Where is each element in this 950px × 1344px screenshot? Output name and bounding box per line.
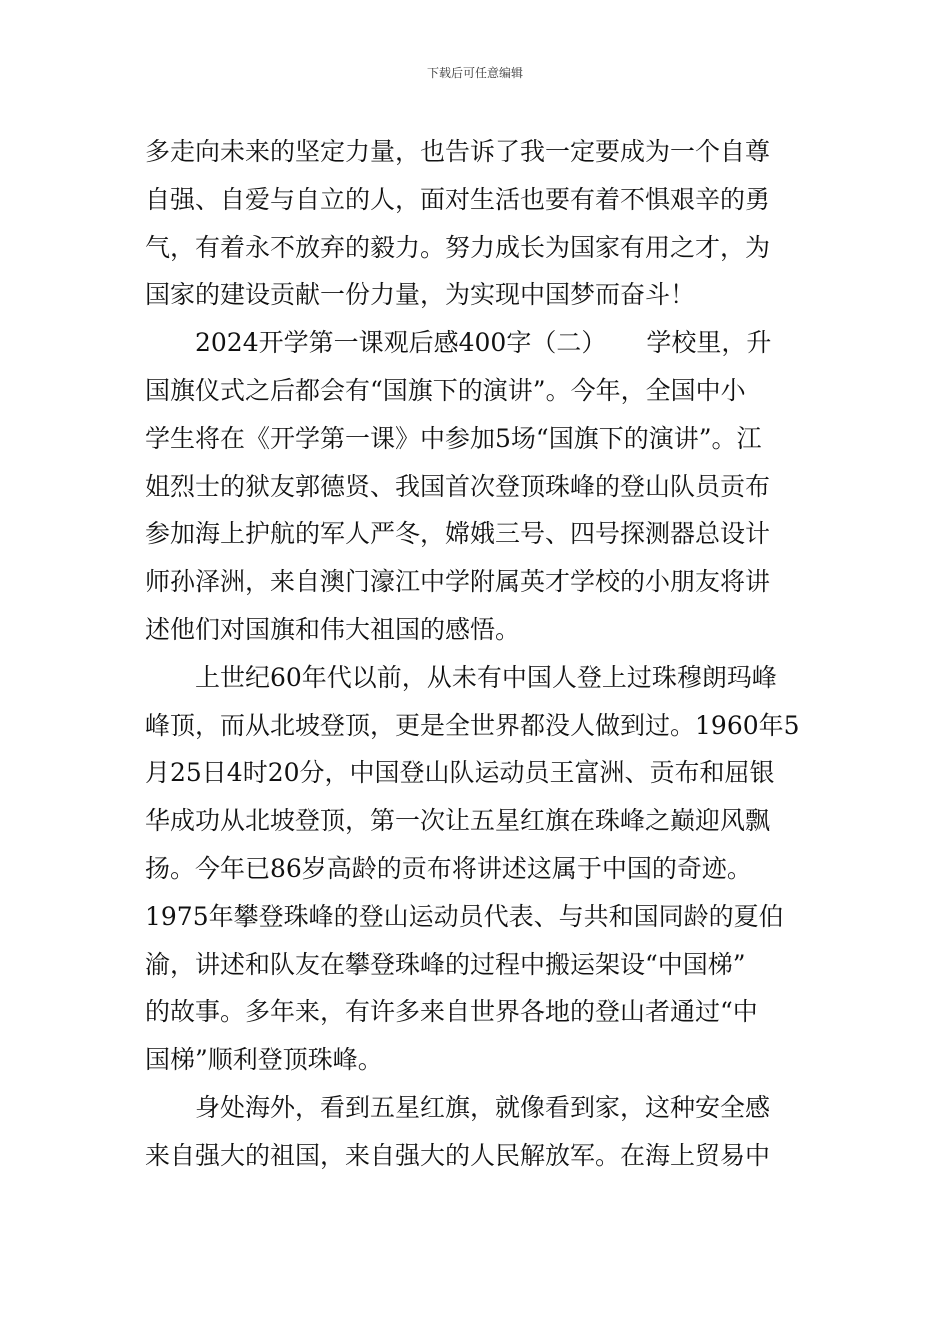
text-line: 参加海上护航的军人严冬，嫦娥三号、四号探测器总设计 xyxy=(145,519,771,549)
page-header: 下载后可任意编辑 xyxy=(426,66,523,80)
text-line: 月25日4时20分，中国登山队运动员王富洲、贡布和屈银 xyxy=(145,758,775,788)
text-line: 上世纪60年代以前，从未有中国人登上过珠穆朗玛峰 xyxy=(145,662,777,692)
text-line: 来自强大的祖国，来自强大的人民解放军。在海上贸易中 xyxy=(145,1140,771,1170)
text-line: 国梯”顺利登顶珠峰。 xyxy=(145,1045,383,1075)
text-line: 国旗仪式之后都会有“国旗下的演讲”。今年，全国中小 xyxy=(145,375,746,405)
text-line: 国家的建设贡献一份力量，为实现中国梦而奋斗！ xyxy=(145,280,696,310)
text-line: 多走向未来的坚定力量，也告诉了我一定要成为一个自尊 xyxy=(145,137,771,166)
text-line: 身处海外，看到五星红旗，就像看到家，这种安全感 xyxy=(145,1092,771,1122)
section-title: 2024开学第一课观后感400字（二） xyxy=(145,328,607,358)
text-line: 渝，讲述和队友在攀登珠峰的过程中搬运架设“中国梯” xyxy=(145,949,746,979)
section-title-line xyxy=(145,319,810,367)
text-line: 述他们对国旗和伟大祖国的感悟。 xyxy=(145,614,521,644)
text-line: 扬。今年已86岁高龄的贡布将讲述这属于中国的奇迹。 xyxy=(145,853,752,883)
text-line: 学生将在《开学第一课》中参加5场“国旗下的演讲”。江 xyxy=(145,423,762,453)
text-line: 1975年攀登珠峰的登山运动员代表、与共和国同龄的夏伯 xyxy=(145,901,784,931)
text-line: 峰顶，而从北坡登顶，更是全世界都没人做到过。1960年5 xyxy=(145,710,800,740)
paragraph-start: 学校里，升 xyxy=(646,328,772,358)
text-line: 姐烈士的狱友郭德贤、我国首次登顶珠峰的登山队员贡布 xyxy=(145,471,771,501)
text-line: 师孙泽洲，来自澳门濠江中学附属英才学校的小朋友将讲 xyxy=(145,567,771,597)
text-line: 自强、自爱与自立的人，面对生活也要有着不惧艰辛的勇 xyxy=(145,184,771,214)
text-line: 气，有着永不放弃的毅力。努力成长为国家有用之才，为 xyxy=(145,232,771,262)
document-body xyxy=(145,128,810,1180)
text-line: 华成功从北坡登顶，第一次让五星红旗在珠峰之巅迎风飘 xyxy=(145,806,771,836)
text-line: 的故事。多年来，有许多来自世界各地的登山者通过“中 xyxy=(145,997,758,1027)
